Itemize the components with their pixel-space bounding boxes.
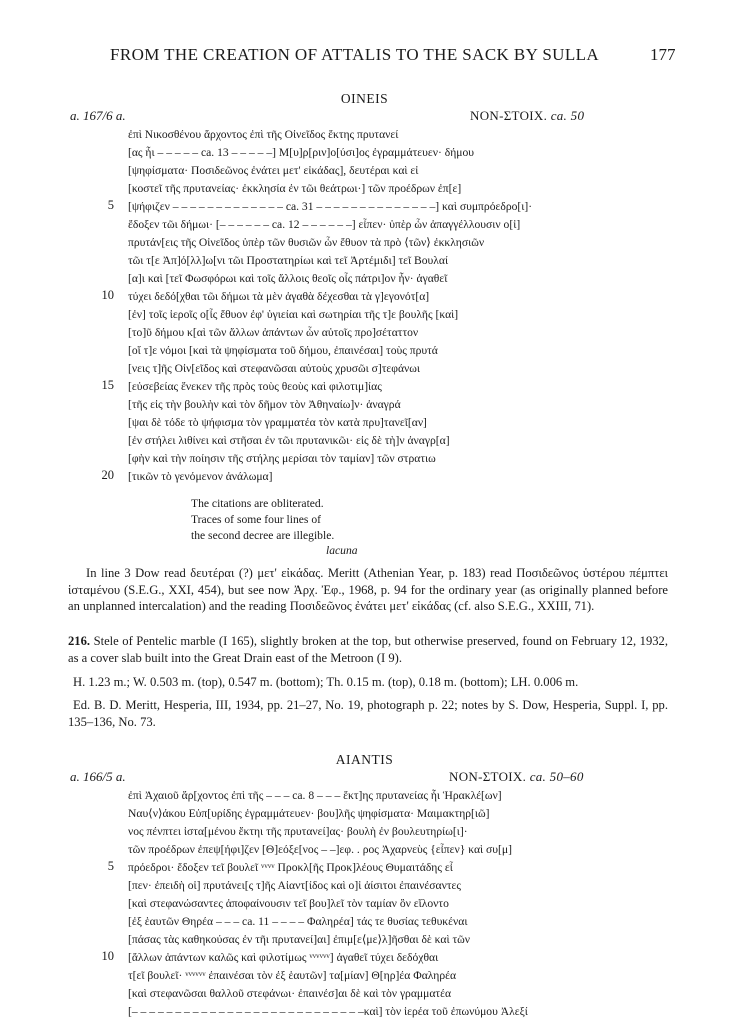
line-number: 10 (101, 949, 114, 963)
stoichedon-type: NON-ΣΤΟΙΧ. (470, 108, 548, 123)
stoichedon-type: NON-ΣΤΟΙΧ. (449, 769, 527, 784)
stoichedon-label (449, 769, 584, 785)
inscription-line: Ναυ⟨ν⟩άκου Εὐπ[υρίδης ἐγραμμάτευεν· βου]λῆς ψηφίσματα· Μαιμακτηρ[ιῶ] (128, 807, 490, 820)
inscription-line: τῶι τ[ε Ἀπ]ό[λλ]ω[νι τῶι Προστατηρίωι καὶ τεῖ Ἀρτέμιδι] τεῖ Βουλαί (128, 254, 449, 267)
section-title-oineis: OINEIS (340, 91, 389, 106)
inscription-line: [ψήφιζεν – – – – – – – – – – – – – ca. 31 – – – – – – – – – – – – – –] καὶ συμπρόεδρο[ι]· (128, 200, 533, 213)
inscription-line: [οἵ τ]ε νόμοι [καὶ τὰ ψηφίσματα τοῦ δήμου, ἐπαινέσαι] τοὺς πρυτά (128, 344, 438, 357)
inscription-line: ἐπὶ Ἀχαιοῦ ἄρ[χοντος ἐπὶ τῆς – – – ca. 8 – – – ἕκτ]ης πρυτανείας ἧι Ἡρακλέ[ων] (128, 789, 502, 802)
inscription-line: [καὶ στεφανῶσαι θαλλοῦ στεφάνωι· ἐπαινέσ]αι δὲ καὶ τὸν γραμματέα (128, 987, 452, 1000)
inscription-line: [ψηφίσματα· Ποσιδεῶνος ἐνάτει μετ' εἰκάδας], δευτέραι καὶ εἰ (128, 164, 419, 177)
line-number: 20 (101, 468, 114, 482)
inscription-line: [τικῶν τὸ γενόμενον ἀνάλωμα] (128, 470, 273, 483)
note-line: the second decree are illegible. (191, 529, 335, 542)
inscription-line: [το]ῦ δήμου κ[αὶ τῶν ἄλλων ἁπάντων ὧν αὐτοῖς προ]σέταττον (128, 326, 419, 339)
inscription-line: [τῆς εἰς τὴν βουλὴν καὶ τὸν δῆμον τὸν Ἀθηναίω]ν· ἀναγρά (128, 398, 401, 411)
entry-description-text: Stele of Pentelic marble (I 165), slightly broken at the top, but otherwise preserved, found on February 12, 1932, as a cover slab built into the Great Drain east of the Metroon (I 9). (68, 634, 668, 665)
inscription-line: [καὶ στεφανώσαντες ἀποφαίνουσιν τεῖ βου]λεῖ τὸν ταμίαν ὃν εἵλοντο (128, 897, 449, 910)
inscription-line: [α]ι καὶ [τεῖ Φωσφόρωι καὶ τοῖς ἄλλοις θεοῖς οἷς πάτρι]ον ἦν· ἀγαθεῖ (128, 272, 448, 285)
inscription-line: [νεις τ]ῆς Οἰν[εῖδος καὶ στεφανῶσαι αὐτοὺς χρυσῶι σ]τεφάνωι (128, 362, 421, 375)
inscription-line: [ἄλλων ἁπάντων καλῶς καὶ φιλοτίμως ᵛᵛᵛᵛᵛᵛ] ἀγαθεῖ τύχει δεδόχθαι (128, 951, 439, 964)
stoichedon-count: ca. 50 (550, 108, 585, 123)
entry-216-edition: Ed. B. D. Meritt, Hesperia, III, 1934, pp. 21–27, No. 19, photograph p. 22; notes by S. Dow, Hesperia, Suppl. I, pp. 135–136, No. 73. (68, 698, 668, 729)
inscription-line: νος πένπτει ἱστα[μένου ἕκτηι τῆς πρυτανεί]ας· βουλὴ ἐν βουλευτηρίω[ι]· (128, 825, 468, 838)
stoichedon-label (470, 108, 584, 124)
inscription-date: a. 166/5 a. (70, 769, 126, 784)
line-number: 5 (107, 198, 114, 212)
inscription-date: a. 167/6 a. (70, 108, 126, 123)
inscription-line: ἐπὶ Νικοσθένου ἄρχοντος ἐπὶ τῆς Οἰνεῖδος ἕκτης πρυτανεί (128, 128, 399, 141)
commentary-paragraph: In line 3 Dow read δευτέραι (?) μετ' εἰκάδας. Meritt (Athenian Year, p. 183) read Ποσιδεῶνος ὑστέρου πέμπτει ἱσταμένου (S.E.G., XXI, 454), but see now Ἀρχ. Ἐφ., 1968, p. 94 for the ordinary year (as originally planned before an unplanned intercalation) and the reading Ποσιδεῶνος ἐνάτει μετ' εἰκάδας (cf. also S.E.G., XXIII, 71). (68, 566, 668, 614)
inscription-line: [ας ἧι – – – – – ca. 13 – – – – –] Μ[υ]ρ[ριν]ο[ύσι]ος ἐγραμμάτευεν· δήμου (128, 146, 475, 159)
inscription-line: [εὐσεβείας ἕνεκεν τῆς πρὸς τοὺς θεοὺς καὶ φιλοτιμ]ίας (128, 380, 382, 393)
line-number: 10 (101, 288, 114, 302)
line-number: 15 (101, 378, 114, 392)
inscription-line: [ἐν στήλει λιθίνει καὶ στῆσαι ἐν τῶι πρυτανικῶι· εἰς δὲ τὴ]ν ἀναγρ[α] (128, 434, 450, 447)
entry-216-description (68, 633, 668, 666)
inscription-line: [ἐν] τοῖς ἱεροῖς ο[ἷς ἔθυον ἐφ' ὑγιείαι καὶ σωτηρίαι τῆς τ]ε βουλῆς [καὶ] (128, 308, 459, 321)
line-number: 5 (107, 859, 114, 873)
section-title-aiantis: AIANTIS (335, 752, 394, 767)
entry-216-measurements: H. 1.23 m.; W. 0.503 m. (top), 0.547 m. (bottom); Th. 0.15 m. (top), 0.18 m. (bottom); LH. 0.006 m. (73, 675, 579, 689)
inscription-line: τ[εῖ βουλεῖ· ᵛᵛᵛᵛᵛᵛ ἐπαινέσαι τὸν ἐξ ἑαυτῶν] τα[μίαν] Θ[ηρ]έα Φαληρέα (128, 969, 457, 982)
running-head: FROM THE CREATION OF ATTALIS TO THE SACK BY SULLA (110, 45, 600, 64)
stoichedon-count: ca. 50–60 (529, 769, 584, 784)
inscription-line: [φὴν καὶ τὴν ποίησιν τῆς στήλης μερίσαι τὸν ταμίαν] τῶν στρατιω (128, 452, 436, 465)
note-line: The citations are obliterated. (191, 497, 324, 510)
note-line: Traces of some four lines of (191, 513, 321, 526)
inscription-line: πρόεδροι· ἔδοξεν τεῖ βουλεῖ ᵛᵛᵛᵛ Προκλ[ῆς Προκ]λέους Θυμαιτάδης εἶ (128, 861, 453, 874)
inscription-line: πρυτάν[εις τῆς Οἰνεῖδος ὑπὲρ τῶν θυσιῶν ὧν ἔθυον τὰ πρὸ ⟨τῶν⟩ ἐκκλησιῶν (128, 236, 485, 249)
entry-number: 216. (68, 634, 91, 648)
lacuna-label: lacuna (326, 544, 358, 557)
page-number: 177 (650, 45, 676, 64)
inscription-line: ἔδοξεν τῶι δήμωι· [– – – – – – ca. 12 – – – – – –] εἶπεν· ὑπὲρ ὧν ἀπαγγέλλουσιν ο[ἱ] (128, 218, 521, 231)
inscription-line: [κοστεῖ τῆς πρυτανείας· ἐκκλησία ἐν τῶι θεάτρωι·] τῶν προέδρων ἐπ[ε] (128, 182, 462, 195)
inscription-line: [πάσας τὰς καθηκούσας ἐν τῆι πρυτανεί]αι] ἐπιμ[ε⟨με⟩λ]ῆσθαι δὲ καὶ τῶν (128, 933, 471, 946)
inscription-line: [ἐξ ἑαυτῶν Θηρέα – – – ca. 11 – – – – Φαληρέα] τάς τε θυσίας τεθυκέναι (128, 915, 468, 928)
inscription-line: [– – – – – – – – – – – – – – – – – – – – – – – – – – –καὶ] τὸν ἱερέα τοῦ ἐπωνύμου Ἀλεξί (128, 1005, 528, 1018)
inscription-line: [ψαι δὲ τόδε τὸ ψήφισμα τὸν γραμματέα τὸν κατὰ πρυ]τανεῖ[αν] (128, 416, 427, 429)
inscription-line: [πεν· ἐπειδὴ οἱ] πρυτάνει[ς τ]ῆς Αἰαντ[ίδος καὶ ο]ἱ ἀίσιτοι ἐπαινέσαντες (128, 879, 461, 892)
inscription-line: τῶν προέδρων ἐπεψ[ήφι]ζεν [Θ]εόξε[νος – –]εφ. . ρος Ἀχαρνεὺς {εἶπεν} καὶ συ[μ] (128, 843, 512, 856)
inscription-line: τύχει δεδό[χθαι τῶι δήμωι τὰ μὲν ἀγαθὰ δέχεσθαι τὰ γ]εγονότ[α] (128, 290, 430, 303)
